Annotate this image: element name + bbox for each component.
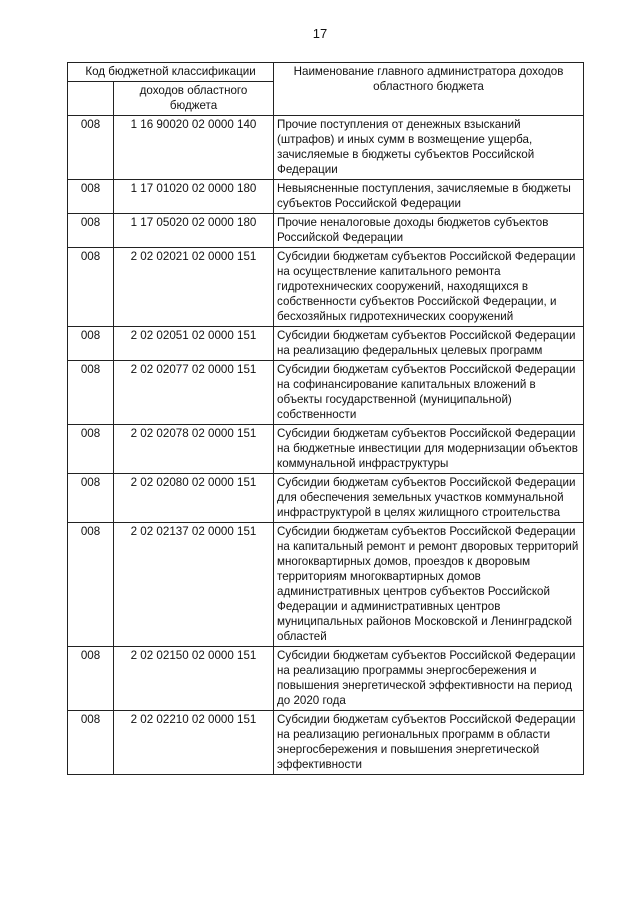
admin-code-cell: 008 — [68, 248, 114, 327]
admin-code-cell: 008 — [68, 425, 114, 474]
income-name-cell: Невыясненные поступления, зачисляемые в бюджеты субъектов Российской Федерации — [274, 180, 584, 214]
income-code-subheader: доходов областного бюджета — [114, 82, 274, 116]
income-name-cell: Субсидии бюджетам субъектов Российской Федерации на реализацию федеральных целевых программ — [274, 327, 584, 361]
admin-code-cell: 008 — [68, 214, 114, 248]
income-code-cell: 2 02 02077 02 0000 151 — [114, 361, 274, 425]
income-name-cell: Прочие неналоговые доходы бюджетов субъектов Российской Федерации — [274, 214, 584, 248]
income-name-cell: Субсидии бюджетам субъектов Российской Федерации на бюджетные инвестиции для модернизации объектов коммунальной инфраструктуры — [274, 425, 584, 474]
admin-code-cell: 008 — [68, 327, 114, 361]
table-row — [68, 248, 584, 327]
admin-code-cell: 008 — [68, 647, 114, 711]
admin-code-subheader — [68, 82, 114, 116]
admin-code-cell: 008 — [68, 711, 114, 775]
budget-classification-table — [67, 62, 584, 775]
page-number: 17 — [312, 26, 328, 41]
table-row — [68, 327, 584, 361]
table-body — [68, 116, 584, 775]
table-row — [68, 647, 584, 711]
table-row — [68, 474, 584, 523]
admin-code-cell: 008 — [68, 523, 114, 647]
income-code-cell: 1 17 05020 02 0000 180 — [114, 214, 274, 248]
table-row — [68, 711, 584, 775]
income-name-cell: Прочие поступления от денежных взысканий (штрафов) и иных сумм в возмещение ущерба, зачисляемые в бюджеты субъектов Российской Федерации — [274, 116, 584, 180]
income-name-cell: Субсидии бюджетам субъектов Российской Федерации на реализацию региональных программ в области энергосбережения и повышения энергетической эффективности — [274, 711, 584, 775]
table-row — [68, 361, 584, 425]
table-row — [68, 116, 584, 180]
income-code-cell: 2 02 02080 02 0000 151 — [114, 474, 274, 523]
income-name-cell: Субсидии бюджетам субъектов Российской Федерации на реализацию программы энергосбережения и повышения энергетической эффективности на период до 2020 года — [274, 647, 584, 711]
income-name-cell: Субсидии бюджетам субъектов Российской Федерации на осуществление капитального ремонта гидротехнических сооружений, находящихся в собственности субъектов Российской Федерации, и бесхозяйных гидротехнических сооружений — [274, 248, 584, 327]
admin-code-cell: 008 — [68, 116, 114, 180]
income-code-cell: 2 02 02210 02 0000 151 — [114, 711, 274, 775]
table-row — [68, 425, 584, 474]
table-row — [68, 180, 584, 214]
table-row — [68, 214, 584, 248]
admin-code-cell: 008 — [68, 474, 114, 523]
income-code-cell: 1 16 90020 02 0000 140 — [114, 116, 274, 180]
table-row — [68, 523, 584, 647]
admin-name-header: Наименование главного администратора доходов областного бюджета — [274, 63, 584, 116]
header-row-top — [68, 63, 584, 82]
income-code-cell: 2 02 02137 02 0000 151 — [114, 523, 274, 647]
income-name-cell: Субсидии бюджетам субъектов Российской Федерации на капитальный ремонт и ремонт дворовых территорий многоквартирных домов, проездов к дворовым территориям многоквартирных домов административных центров субъектов Российской Федерации и административных центров муниципальных районов Московской и Ленинградской областей — [274, 523, 584, 647]
income-code-cell: 2 02 02078 02 0000 151 — [114, 425, 274, 474]
income-name-cell: Субсидии бюджетам субъектов Российской Федерации на софинансирование капитальных вложений в объекты государственной (муниципальной) собственности — [274, 361, 584, 425]
admin-code-cell: 008 — [68, 361, 114, 425]
income-code-cell: 2 02 02021 02 0000 151 — [114, 248, 274, 327]
income-code-cell: 2 02 02150 02 0000 151 — [114, 647, 274, 711]
income-code-cell: 1 17 01020 02 0000 180 — [114, 180, 274, 214]
admin-code-cell: 008 — [68, 180, 114, 214]
table-header — [68, 63, 584, 116]
income-code-cell: 2 02 02051 02 0000 151 — [114, 327, 274, 361]
income-name-cell: Субсидии бюджетам субъектов Российской Федерации для обеспечения земельных участков коммунальной инфраструктурой в целях жилищного строительства — [274, 474, 584, 523]
kbk-group-header: Код бюджетной классификации — [68, 63, 274, 82]
